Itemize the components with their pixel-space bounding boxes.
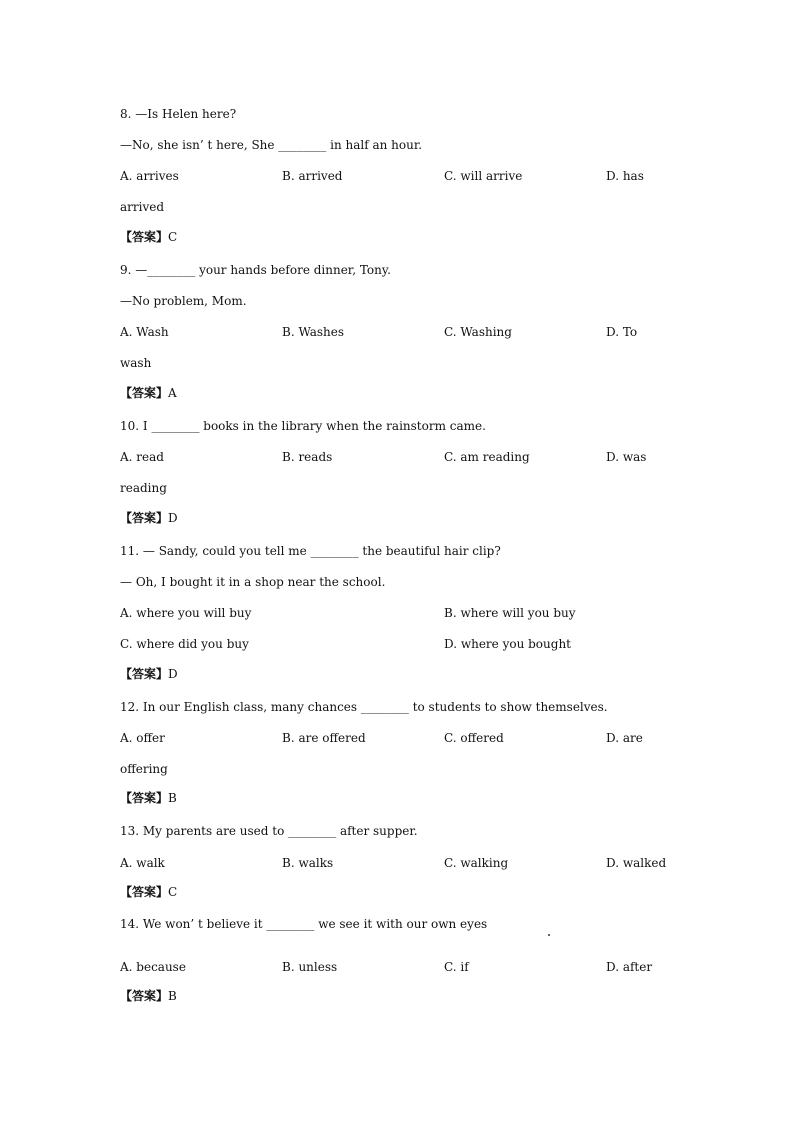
question-11-option-a: A. where you will buy: [120, 606, 252, 620]
question-10-option-d: D. was: [606, 450, 647, 464]
answer-value: B: [168, 989, 177, 1003]
question-12-option-a: A. offer: [120, 731, 165, 745]
question-9-answer: [120, 386, 177, 401]
question-10-option-d-wrap: reading: [120, 481, 167, 495]
question-13-answer: [120, 885, 177, 900]
question-14-option-d: D. after: [606, 960, 653, 974]
answer-label: 【答案】: [120, 230, 169, 244]
question-8-option-d-wrap: arrived: [120, 200, 165, 214]
answer-label: 【答案】: [120, 511, 169, 525]
answer-label: 【答案】: [120, 667, 169, 681]
answer-label: 【答案】: [120, 386, 169, 400]
question-9-option-b: B. Washes: [282, 325, 345, 339]
question-9-option-c: C. Washing: [444, 325, 512, 339]
question-14-option-a: A. because: [120, 960, 186, 974]
question-9-option-d-wrap: wash: [120, 356, 152, 370]
question-11-option-d: D. where you bought: [444, 637, 571, 651]
question-13-option-b: B. walks: [282, 856, 334, 870]
question-14-option-c: C. if: [444, 960, 469, 974]
question-8-option-c: C. will arrive: [444, 169, 523, 183]
question-13-option-d: D. walked: [606, 856, 667, 870]
question-12-option-c: C. offered: [444, 731, 504, 745]
question-10-option-a: A. read: [120, 450, 164, 464]
question-12-answer: [120, 791, 177, 806]
question-8-option-b: B. arrived: [282, 169, 343, 183]
question-8-answer: [120, 230, 177, 245]
question-8-stem-line-1: 8. —Is Helen here?: [120, 107, 237, 121]
question-11-answer: [120, 667, 178, 682]
answer-value: C: [168, 230, 178, 244]
answer-label: 【答案】: [120, 791, 169, 805]
question-12-option-d: D. are: [606, 731, 643, 745]
question-10-option-c: C. am reading: [444, 450, 530, 464]
question-10-option-b: B. reads: [282, 450, 333, 464]
question-9-option-d: D. To: [606, 325, 638, 339]
question-9-stem-line-2: —No problem, Mom.: [120, 294, 247, 308]
question-13-stem-line-1: 13. My parents are used to ________ after supper.: [120, 824, 418, 838]
question-13-option-a: A. walk: [120, 856, 165, 870]
stray-dot: [548, 934, 550, 936]
question-8-option-a: A. arrives: [120, 169, 179, 183]
question-14-option-b: B. unless: [282, 960, 338, 974]
answer-value: D: [168, 511, 178, 525]
question-13-option-c: C. walking: [444, 856, 509, 870]
question-12-option-b: B. are offered: [282, 731, 366, 745]
question-10-answer: [120, 511, 178, 526]
answer-value: C: [168, 885, 178, 899]
answer-value: D: [168, 667, 178, 681]
question-12-stem-line-1: 12. In our English class, many chances ________ to students to show themselves.: [120, 700, 608, 714]
question-12-option-d-wrap: offering: [120, 762, 168, 776]
question-14-answer: [120, 989, 177, 1004]
answer-label: 【答案】: [120, 989, 169, 1003]
question-9-stem-line-1: 9. —________ your hands before dinner, Tony.: [120, 263, 391, 277]
answer-value: B: [168, 791, 177, 805]
answer-value: A: [168, 386, 177, 400]
answer-label: 【答案】: [120, 885, 169, 899]
question-11-stem-line-2: — Oh, I bought it in a shop near the school.: [120, 575, 386, 589]
question-8-stem-line-2: —No, she isn’ t here, She ________ in half an hour.: [120, 138, 423, 152]
question-9-option-a: A. Wash: [120, 325, 169, 339]
question-11-option-b: B. where will you buy: [444, 606, 576, 620]
question-8-option-d: D. has: [606, 169, 644, 183]
question-11-stem-line-1: 11. — Sandy, could you tell me ________ the beautiful hair clip?: [120, 544, 501, 558]
question-14-stem-line-1: 14. We won’ t believe it ________ we see it with our own eyes: [120, 917, 488, 931]
question-11-option-c: C. where did you buy: [120, 637, 249, 651]
question-10-stem-line-1: 10. I ________ books in the library when the rainstorm came.: [120, 419, 486, 433]
